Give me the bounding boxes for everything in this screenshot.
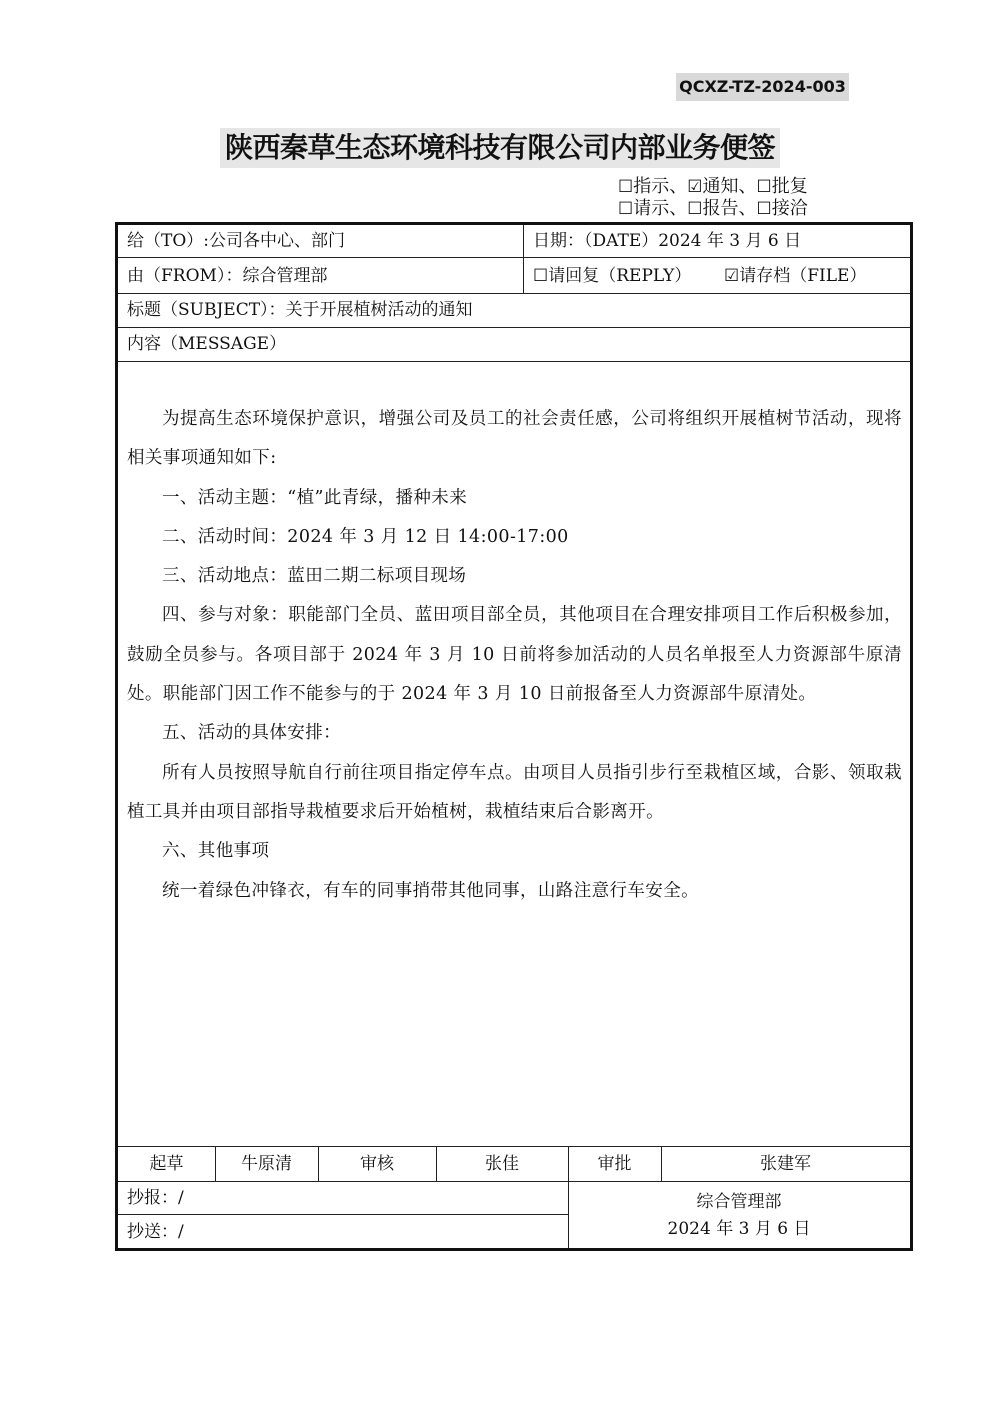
document-code: QCXZ-TZ-2024-003	[676, 73, 849, 101]
memo-type-label: 接洽	[771, 198, 808, 219]
memo-type-label: 指示	[633, 176, 670, 197]
memo-type-option[interactable]	[687, 176, 756, 198]
message-body	[127, 400, 902, 911]
memo-type-label: 报告	[702, 198, 739, 219]
row-divider	[118, 293, 910, 294]
approve-label: 审批	[597, 1154, 632, 1174]
message-paragraph: 五、活动的具体安排：	[162, 723, 341, 744]
separator: 、	[738, 176, 757, 197]
checkbox-icon[interactable]: ☐	[756, 177, 772, 197]
row-divider	[118, 257, 910, 258]
row-divider	[118, 361, 910, 362]
message-label: 内容（MESSAGE）	[127, 334, 287, 354]
subject-field: 标题（SUBJECT）：关于开展植树活动的通知	[127, 300, 473, 320]
checkbox-icon[interactable]: ☐	[756, 199, 772, 219]
message-paragraph: 一、活动主题：“植”此青绿，播种未来	[162, 487, 468, 508]
memo-type-row-1	[618, 176, 808, 198]
document-title: 陕西秦草生态环境科技有限公司内部业务便签	[220, 128, 780, 168]
copy-to-field: 抄送：/	[127, 1222, 184, 1242]
memo-type-option[interactable]	[757, 176, 808, 198]
reply-option[interactable]	[533, 266, 691, 286]
checkbox-icon[interactable]: ☐	[618, 199, 634, 219]
from-field: 由（FROM）：综合管理部	[127, 266, 328, 286]
issue-date: 2024 年 3 月 6 日	[667, 1219, 811, 1239]
message-paragraph: 二、活动时间：2024 年 3 月 12 日 14:00-17:00	[162, 526, 569, 547]
file-option[interactable]	[724, 266, 866, 286]
message-paragraph: 统一着绿色冲锋衣，有车的同事捎带其他同事，山路注意行车安全。	[162, 880, 699, 901]
draft-name: 牛原清	[241, 1154, 292, 1174]
memo-type-label: 请示	[633, 198, 670, 219]
date-field: 日期：（DATE）2024 年 3 月 6 日	[533, 231, 802, 251]
file-checkbox[interactable]: ☑	[724, 266, 740, 286]
memo-type-option[interactable]	[687, 198, 756, 220]
separator: 、	[738, 198, 757, 219]
report-to-field: 抄报：/	[127, 1188, 184, 1208]
file-label: 请存档（FILE）	[739, 266, 867, 286]
message-paragraph: 所有人员按照导航自行前往项目指定停车点。由项目人员指引步行至栽植区域，合影、领取栽植工具并由项目部指导栽植要求后开始植树，栽植结束后合影离开。	[127, 762, 902, 822]
reply-checkbox[interactable]: ☐	[533, 266, 549, 286]
row-divider	[118, 1146, 910, 1147]
review-label: 审核	[360, 1154, 394, 1174]
row-divider	[118, 327, 910, 328]
draft-label: 起草	[149, 1154, 184, 1174]
to-field: 给（TO）:公司各中心、部门	[127, 231, 346, 251]
separator: 、	[669, 176, 688, 197]
row-divider	[118, 1181, 910, 1182]
issuer: 综合管理部	[696, 1192, 782, 1212]
row-divider	[118, 1214, 569, 1215]
column-divider	[523, 225, 524, 293]
checked-box-icon[interactable]: ☑	[687, 177, 703, 197]
message-paragraph: 六、其他事项	[162, 841, 270, 862]
checkbox-icon[interactable]: ☐	[618, 177, 634, 197]
separator: 、	[669, 198, 688, 219]
message-paragraph: 为提高生态环境保护意识，增强公司及员工的社会责任感，公司将组织开展植树节活动，现将相关事项通知如下:	[127, 409, 902, 469]
memo-type-label: 批复	[771, 176, 808, 197]
memo-form	[115, 222, 913, 1251]
memo-type-label: 通知	[702, 176, 739, 197]
message-paragraph: 四、参与对象：职能部门全员、蓝田项目部全员，其他项目在合理安排项目工作后积极参加，鼓励全员参与。各项目部于 2024 年 3 月 10 日前将参加活动的人员名单报至人力资源部牛原清处。职能部门因工作不能参与的于 2024 年 3 月 10 日前报备至人力资源部牛原清处。	[127, 605, 902, 705]
review-name: 张佳	[485, 1154, 519, 1174]
memo-type-option[interactable]	[618, 176, 687, 198]
message-paragraph: 三、活动地点：蓝田二期二标项目现场	[162, 566, 467, 587]
reply-label: 请回复（REPLY）	[548, 266, 692, 286]
approve-name: 张建军	[760, 1154, 811, 1174]
memo-type-option[interactable]	[618, 198, 687, 220]
checkbox-icon[interactable]: ☐	[687, 199, 703, 219]
memo-type-option[interactable]	[757, 198, 808, 220]
memo-type-row-2	[618, 198, 808, 220]
